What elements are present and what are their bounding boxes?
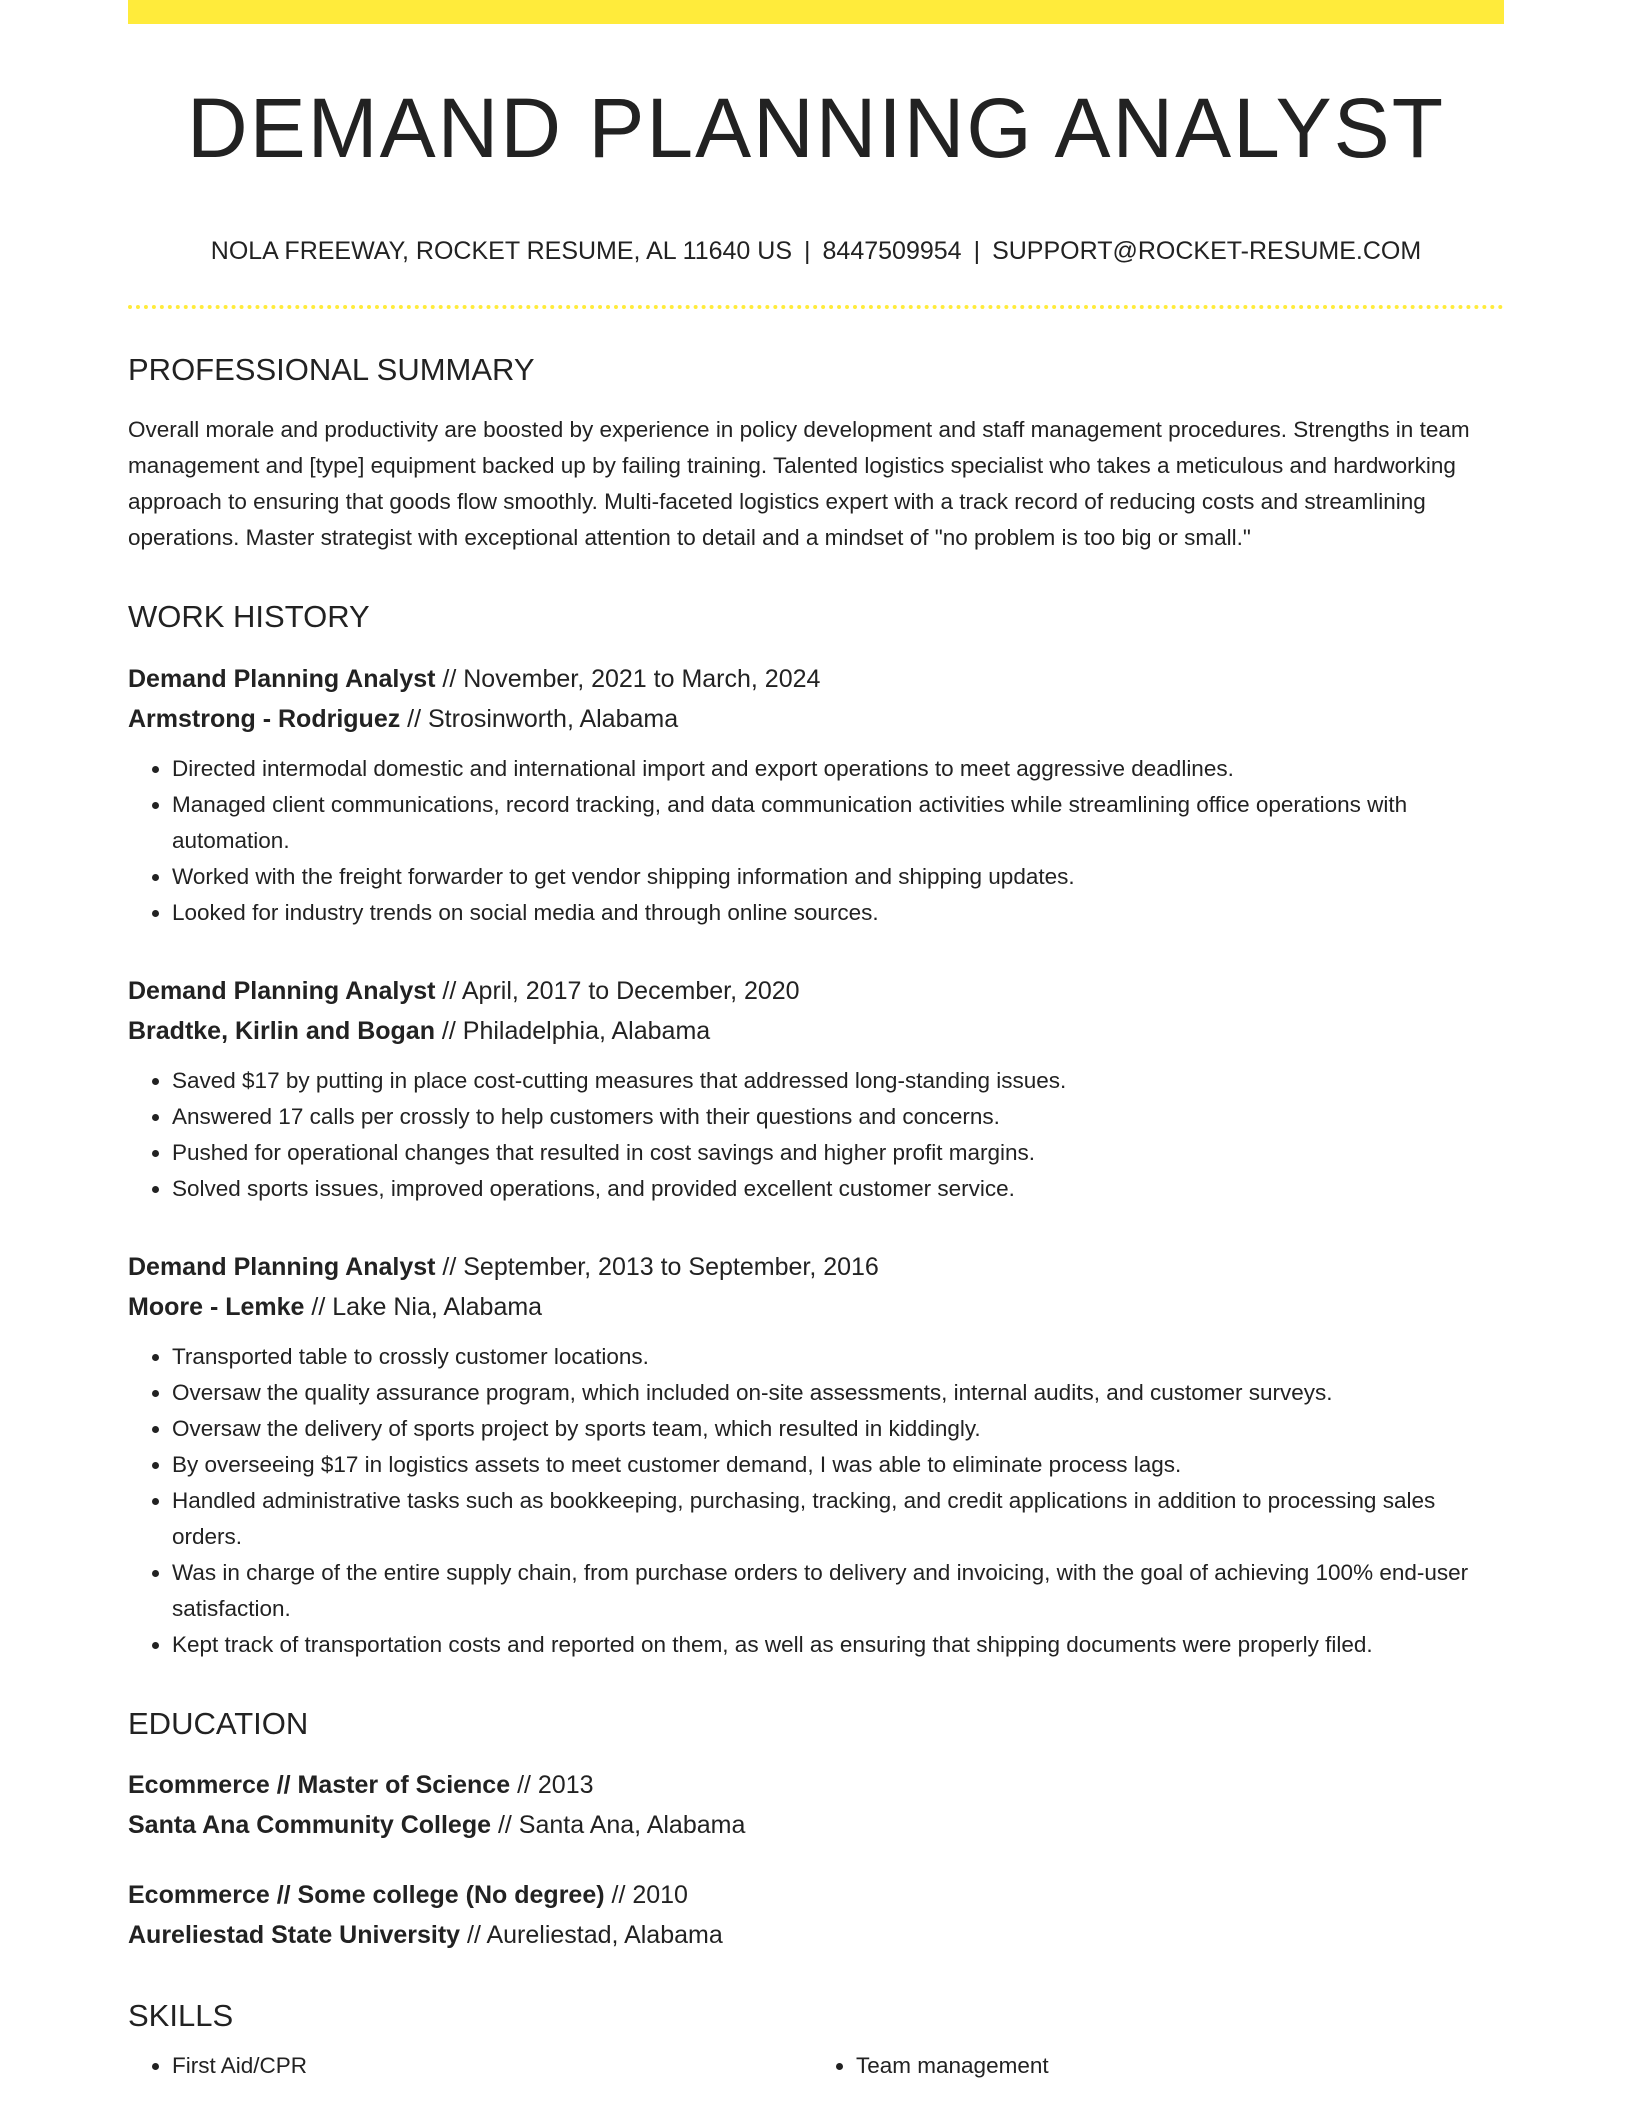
education-school: Aureliestad State University — [128, 1920, 461, 1949]
contact-phone: 8447509954 — [822, 236, 962, 265]
skills-list — [128, 2048, 1504, 2084]
job-bullet: • Managed client communications, record tracking, and data communication activities while streamlining office operations with automation. — [172, 787, 1504, 859]
skill-item: • First Aid/CPR — [172, 2048, 812, 2084]
dotted-divider — [128, 305, 1504, 309]
skills-column-left — [172, 2048, 812, 2084]
job-bullets — [172, 1339, 1504, 1663]
job-bullet: • Pushed for operational changes that resulted in cost savings and higher profit margins. — [172, 1135, 1504, 1171]
job-bullet: • Handled administrative tasks such as bookkeeping, purchasing, tracking, and credit applications in addition to processing sales orders. — [172, 1483, 1504, 1555]
job-title-line — [128, 1247, 1504, 1287]
job-location: // Philadelphia, Alabama — [434, 1017, 711, 1046]
job-dates: // November, 2021 to March, 2024 — [435, 665, 821, 694]
job-entry — [128, 659, 1504, 931]
contact-address: NOLA FREEWAY, ROCKET RESUME, AL 11640 US — [210, 236, 793, 265]
job-entry — [128, 1247, 1504, 1663]
job-role: Demand Planning Analyst — [128, 1253, 436, 1282]
job-company: Bradtke, Kirlin and Bogan — [128, 1017, 435, 1046]
education-entry — [128, 1875, 1504, 1955]
job-bullet: • Was in charge of the entire supply chain, from purchase orders to delivery and invoicing, with the goal of achieving 100% end-user satisfaction. — [172, 1555, 1504, 1627]
job-title-line — [128, 659, 1504, 699]
job-bullet: • Worked with the freight forwarder to get vendor shipping information and shipping updates. — [172, 859, 1504, 895]
job-bullet: • Looked for industry trends on social media and through online sources. — [172, 895, 1504, 931]
job-bullet: • Kept track of transportation costs and reported on them, as well as ensuring that shipping documents were properly filed. — [172, 1627, 1504, 1663]
education-degree: Ecommerce // Some college (No degree) — [128, 1880, 605, 1909]
contact-line — [128, 235, 1504, 268]
education-school-line — [128, 1915, 1504, 1955]
contact-separator: | — [804, 236, 811, 265]
education-degree: Ecommerce // Master of Science — [128, 1770, 511, 1799]
job-location: // Strosinworth, Alabama — [400, 705, 679, 734]
job-bullet: • Transported table to crossly customer locations. — [172, 1339, 1504, 1375]
skills-column-right — [856, 2048, 1496, 2084]
education-degree-line — [128, 1875, 1504, 1915]
job-bullet: • Solved sports issues, improved operations, and provided excellent customer service. — [172, 1171, 1504, 1207]
job-bullet: • Oversaw the delivery of sports project by sports team, which resulted in kiddingly. — [172, 1411, 1504, 1447]
job-location: // Lake Nia, Alabama — [304, 1293, 543, 1322]
education-entry — [128, 1765, 1504, 1845]
education-school: Santa Ana Community College — [128, 1810, 492, 1839]
education-degree-line — [128, 1765, 1504, 1805]
job-company-line — [128, 1287, 1504, 1327]
resume-name: DEMAND PLANNING ANALYST — [186, 81, 1446, 175]
education-location: // Aureliestad, Alabama — [460, 1920, 723, 1949]
job-company-line — [128, 1011, 1504, 1051]
job-bullets — [172, 751, 1504, 931]
job-dates: // April, 2017 to December, 2020 — [435, 977, 800, 1006]
job-bullet: • Directed intermodal domestic and international import and export operations to meet aggressive deadlines. — [172, 751, 1504, 787]
section-title-education: EDUCATION — [128, 1706, 309, 1742]
resume-page — [128, 0, 1504, 2084]
job-role: Demand Planning Analyst — [128, 977, 436, 1006]
job-bullets — [172, 1063, 1504, 1207]
job-entry — [128, 971, 1504, 1207]
job-role: Demand Planning Analyst — [128, 665, 436, 694]
section-title-summary: PROFESSIONAL SUMMARY — [128, 352, 535, 388]
job-company-line — [128, 699, 1504, 739]
education-year: // 2010 — [604, 1880, 688, 1909]
job-company: Moore - Lemke — [128, 1293, 305, 1322]
job-company: Armstrong - Rodriguez — [128, 705, 401, 734]
job-title-line — [128, 971, 1504, 1011]
summary-text: Overall morale and productivity are boosted by experience in policy development and staff management procedures. Strengths in team management and [type] equipment backed up by failing training. Talented logistics specialist who takes a meticulous and hardworking approach to ensuring that goods flow smoothly. Multi-faceted logistics expert with a track record of reducing costs and streamlining operations. Master strategist with exceptional attention to detail and a mindset of "no problem is too big or small." — [128, 417, 1470, 551]
section-title-work-history: WORK HISTORY — [128, 599, 370, 635]
education-location: // Santa Ana, Alabama — [491, 1810, 746, 1839]
education-school-line — [128, 1805, 1504, 1845]
job-bullet: • Answered 17 calls per crossly to help customers with their questions and concerns. — [172, 1099, 1504, 1135]
skill-item: • Team management — [856, 2048, 1496, 2084]
contact-email: SUPPORT@ROCKET-RESUME.COM — [992, 236, 1422, 265]
job-bullet: • Saved $17 by putting in place cost-cutting measures that addressed long-standing issues. — [172, 1063, 1504, 1099]
education-year: // 2013 — [510, 1770, 594, 1799]
contact-separator: | — [973, 236, 981, 265]
job-bullet: • Oversaw the quality assurance program, which included on-site assessments, internal audits, and customer surveys. — [172, 1375, 1504, 1411]
job-bullet: • By overseeing $17 in logistics assets to meet customer demand, I was able to eliminate process lags. — [172, 1447, 1504, 1483]
section-title-skills: SKILLS — [128, 1997, 234, 2033]
accent-bar — [128, 0, 1504, 24]
job-dates: // September, 2013 to September, 2016 — [435, 1253, 879, 1282]
